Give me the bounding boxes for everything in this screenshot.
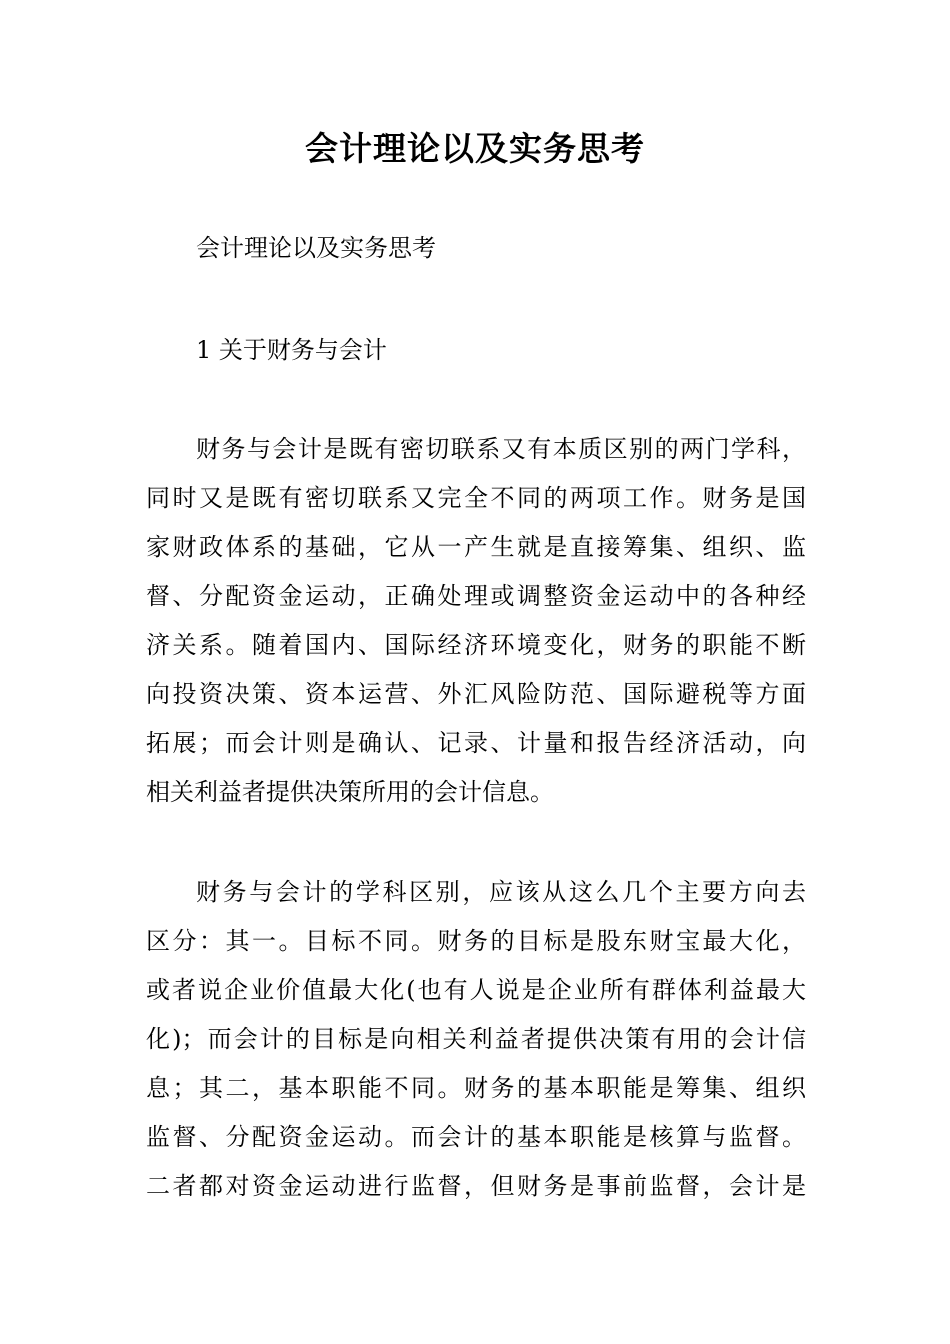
paragraph-line: 财务与会计的学科区别，应该从这么几个主要方向去 [196, 878, 806, 906]
paragraph-line: 区分：其一。目标不同。财务的目标是股东财宝最大化， [146, 927, 806, 955]
paragraph-line: 财务与会计是既有密切联系又有本质区别的两门学科， [196, 435, 806, 463]
paragraph-line: 济关系。随着国内、国际经济环境变化，财务的职能不断 [146, 631, 806, 659]
paragraph [146, 868, 806, 1211]
document-title: 会计理论以及实务思考 [305, 129, 645, 168]
paragraph-line: 督、分配资金运动，正确处理或调整资金运动中的各种经 [146, 582, 806, 610]
paragraph [146, 425, 806, 817]
paragraph-line: 拓展；而会计则是确认、记录、计量和报告经济活动，向 [146, 729, 806, 757]
paragraph-line: 二者都对资金运动进行监督，但财务是事前监督，会计是 [146, 1172, 806, 1200]
paragraph-line: 监督、分配资金运动。而会计的基本职能是核算与监督。 [146, 1123, 806, 1151]
paragraph-line: 相关利益者提供决策所用的会计信息。 [146, 778, 554, 806]
section-heading: 1 关于财务与会计 [196, 336, 387, 364]
paragraph-line: 家财政体系的基础，它从一产生就是直接筹集、组织、监 [146, 533, 806, 561]
document-subtitle: 会计理论以及实务思考 [196, 234, 436, 262]
paragraph-line: 或者说企业价值最大化(也有人说是企业所有群体利益最大 [146, 976, 806, 1004]
paragraph-line: 同时又是既有密切联系又完全不同的两项工作。财务是国 [146, 484, 806, 512]
paragraph-line: 息；其二，基本职能不同。财务的基本职能是筹集、组织 [146, 1074, 806, 1102]
paragraph-line: 向投资决策、资本运营、外汇风险防范、国际避税等方面 [146, 680, 806, 708]
paragraph-line: 化)；而会计的目标是向相关利益者提供决策有用的会计信 [146, 1025, 806, 1053]
